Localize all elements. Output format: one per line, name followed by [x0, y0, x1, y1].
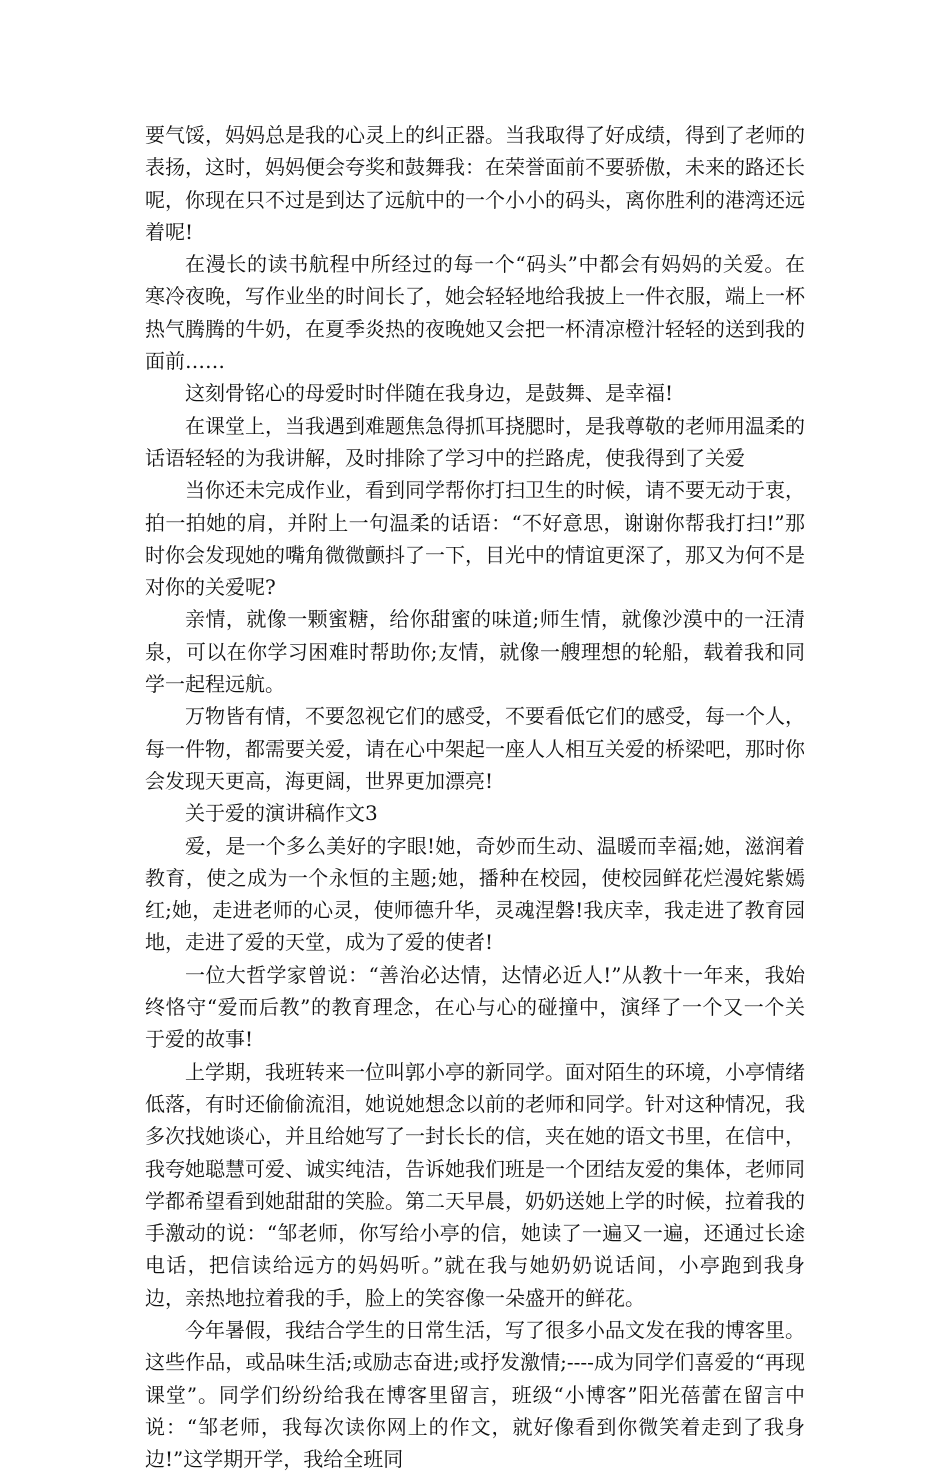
paragraph: 在漫长的读书航程中所经过的每一个“码头”中都会有妈妈的关爱。在寒冷夜晚，写作业坐的时间长了，她会轻轻地给我披上一件衣服，端上一杯热气腾腾的牛奶，在夏季炎热的夜晚她又会把一杯清凉橙汁轻轻的送到我的面前……: [145, 252, 805, 374]
paragraph: 要气馁，妈妈总是我的心灵上的纠正器。当我取得了好成绩，得到了老师的表扬，这时，妈妈便会夸奖和鼓舞我：在荣誉面前不要骄傲，未来的路还长呢，你现在只不过是到达了远航中的一个小小的码头，离你胜利的港湾还远着呢!: [145, 123, 805, 244]
paragraph: 今年暑假，我结合学生的日常生活，写了很多小品文发在我的博客里。这些作品，或品味生活;或励志奋进;或抒发激情;----成为同学们喜爱的“再现课堂”。同学们纷纷给我在博客里留言，班级“小博客”阳光蓓蕾在留言中说：“邹老师，我每次读你网上的作文，就好像看到你微笑着走到了我身边!”这学期开学，我给全班同: [145, 1317, 805, 1472]
paragraph: 爱，是一个多么美好的字眼!她，奇妙而生动、温暖而幸福;她，滋润着教育，使之成为一个永恒的主题;她，播种在校园，使校园鲜花烂漫姹紫嫣红;她，走进老师的心灵，使师德升华，灵魂涅磐!我庆幸，我走进了教育园地，走进了爱的天堂，成为了爱的使者!: [145, 833, 805, 955]
paragraph: 在课堂上，当我遇到难题焦急得抓耳挠腮时，是我尊敬的老师用温柔的话语轻轻的为我讲解，及时排除了学习中的拦路虎，使我得到了关爱: [145, 413, 805, 470]
paragraph: 一位大哲学家曾说：“善治必达情，达情必近人!”从教十一年来，我始终恪守“爱而后教”的教育理念，在心与心的碰撞中，演绎了一个又一个关于爱的故事!: [145, 962, 805, 1052]
paragraph: 这刻骨铭心的母爱时时伴随在我身边，是鼓舞、是幸福!: [185, 381, 674, 406]
paragraph: 上学期，我班转来一位叫郭小亭的新同学。面对陌生的环境，小亭情绪低落，有时还偷偷流泪，她说她想念以前的老师和同学。针对这种情况，我多次找她谈心，并且给她写了一封长长的信，夹在她的语文书里，在信中，我夸她聪慧可爱、诚实纯洁，告诉她我们班是一个团结友爱的集体，老师同学都希望看到她甜甜的笑脸。第二天早晨，奶奶送她上学的时候，拉着我的手激动的说：“邹老师，你写给小亭的信，她读了一遍又一遍，还通过长途电话，把信读给远方的妈妈听。”就在我与她奶奶说话间，小亭跑到我身边，亲热地拉着我的手，脸上的笑容像一朵盛开的鲜花。: [145, 1059, 805, 1310]
section-heading: 关于爱的演讲稿作文3: [185, 801, 378, 826]
paragraph: 当你还未完成作业，看到同学帮你打扫卫生的时候，请不要无动于衷，拍一拍她的肩，并附上一句温柔的话语：“不好意思，谢谢你帮我打扫!”那时你会发现她的嘴角微微颤抖了一下，目光中的情谊更深了，那又为何不是对你的关爱呢?: [145, 478, 805, 600]
paragraph: 亲情，就像一颗蜜糖，给你甜蜜的味道;师生情，就像沙漠中的一汪清泉，可以在你学习困难时帮助你;友情，就像一艘理想的轮船，载着我和同学一起程远航。: [145, 607, 805, 697]
document-body: [145, 119, 805, 1475]
paragraph: 万物皆有情，不要忽视它们的感受，不要看低它们的感受，每一个人，每一件物，都需要关爱，请在心中架起一座人人相互关爱的桥梁吧，那时你会发现天更高，海更阔，世界更加漂亮!: [145, 704, 805, 793]
